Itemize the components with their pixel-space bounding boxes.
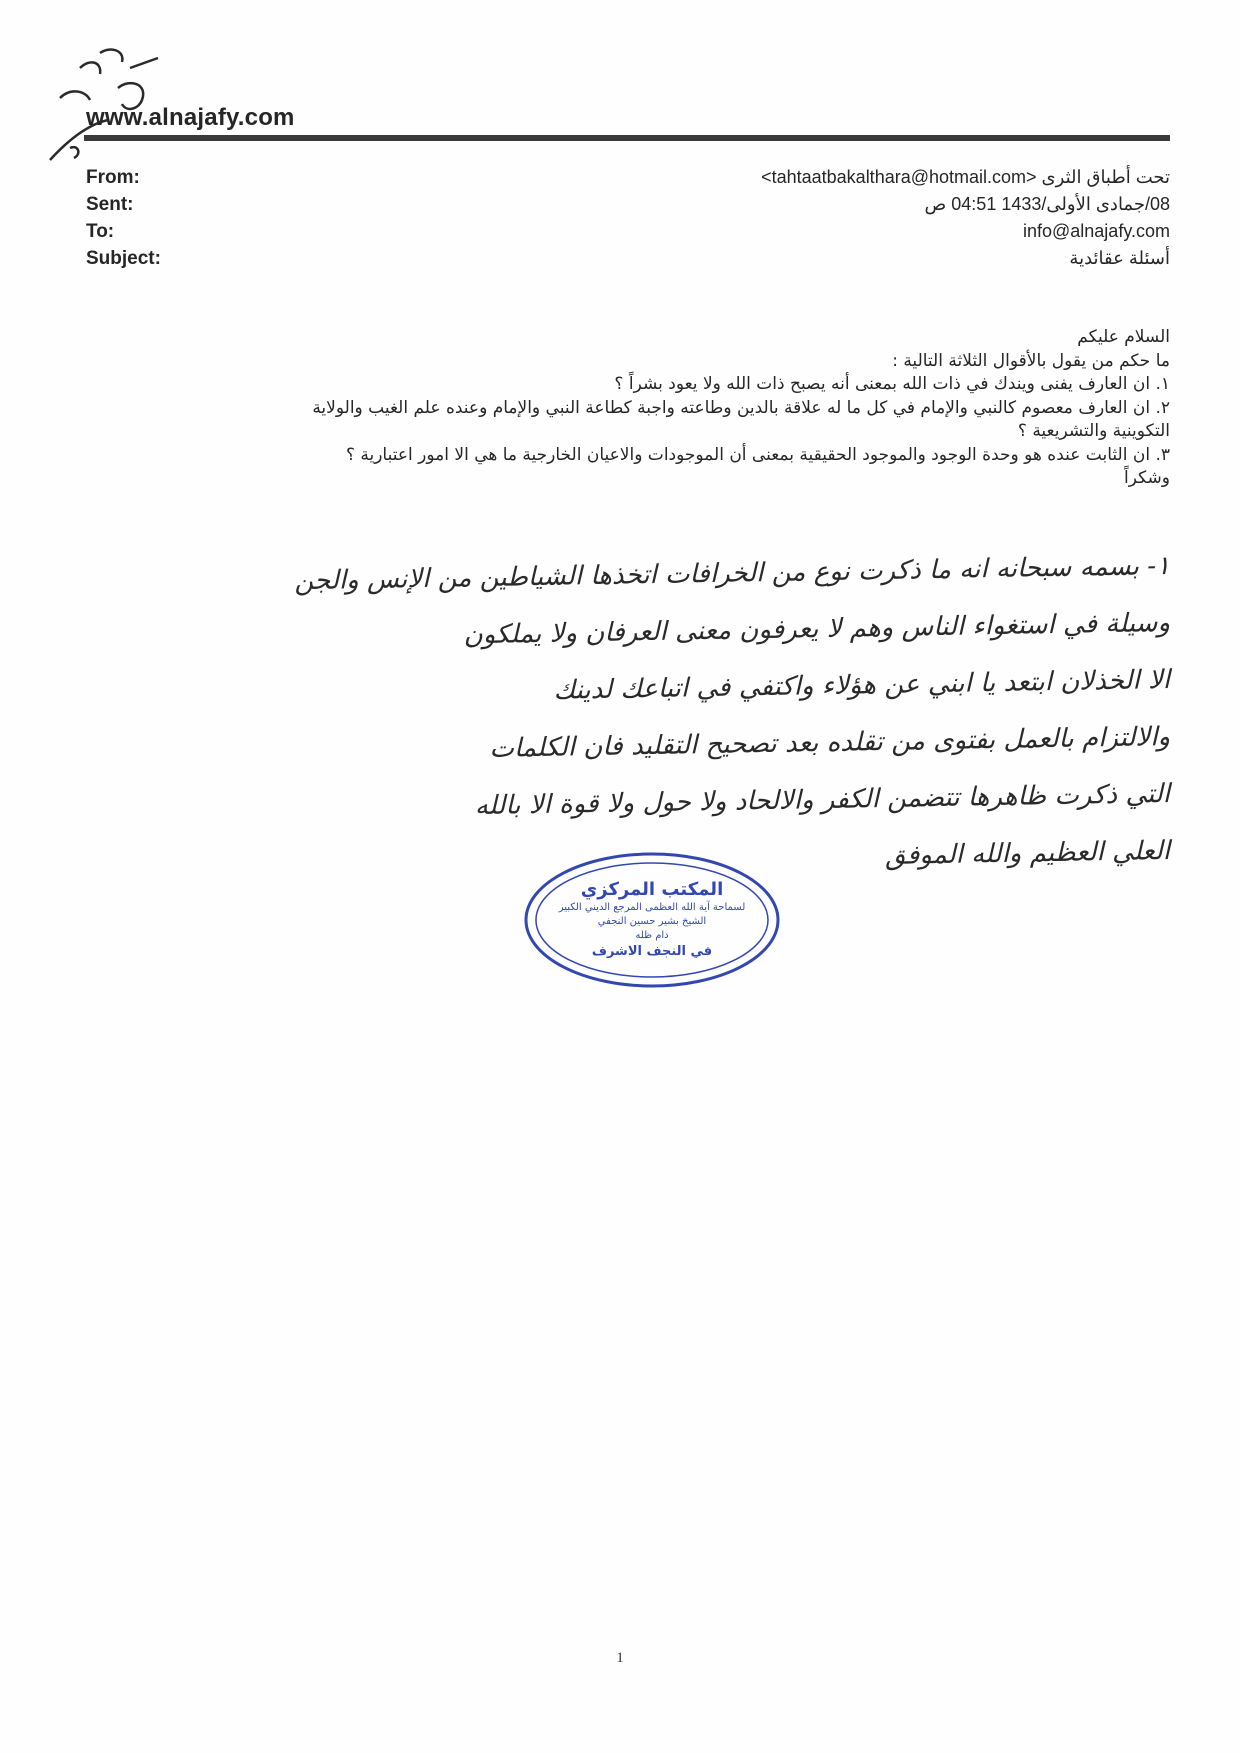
email-header-labels <box>86 164 161 272</box>
question-intro: ما حكم من يقول بالأقوال الثلاثة التالية : <box>892 350 1170 371</box>
subject-value: أسئلة عقائدية <box>1069 248 1170 268</box>
answer-line: وسيلة في استغواء الناس وهم لا يعرفون معنى العرفان ولا يملكون <box>463 608 1171 651</box>
page-number: 1 <box>616 1650 624 1666</box>
site-url: www.alnajafy.com <box>86 104 295 131</box>
sent-label: Sent: <box>86 194 134 215</box>
answer-line: الا الخذلان ابتعد يا ابني عن هؤلاء واكتفي في اتباعك لدينك <box>553 665 1171 706</box>
handwritten-margin-note <box>30 28 170 178</box>
to-label: To: <box>86 221 115 242</box>
greeting: السلام عليكم <box>1077 327 1170 347</box>
question-1: ١. ان العارف يفنى ويندك في ذات الله بمعنى أنه يصبح ذات الله ولا يعود بشراً ؟ <box>614 374 1170 394</box>
stamp-line: دام ظله <box>635 930 669 941</box>
answer-line: ١- بسمه سبحانه انه ما ذكرت نوع من الخرافات اتخذها الشياطين من الإنس والجن <box>294 551 1171 597</box>
handwritten-answer <box>160 538 1170 880</box>
subject-label: Subject: <box>86 248 161 269</box>
stamp-title: المكتب المركزي <box>580 879 724 900</box>
to-value: info@alnajafy.com <box>1022 221 1170 241</box>
stamp-line: لسماحة آية الله العظمى المرجع الديني الكبير <box>558 902 746 913</box>
stamp-place: في النجف الاشرف <box>591 944 713 959</box>
stamp-text <box>522 850 782 990</box>
answer-line: العلي العظيم والله الموفق <box>884 836 1171 871</box>
question-2-continued: التكوينية والتشريعية ؟ <box>1017 421 1170 441</box>
answer-line: التي ذكرت ظاهرها تتضمن الكفر والالحاد ولا حول ولا قوة الا بالله <box>474 779 1171 822</box>
header-rule <box>84 135 1170 141</box>
thanks: وشكراً <box>1124 468 1170 488</box>
stamp-line: الشيخ بشير حسين النجفي <box>597 916 707 927</box>
email-header-values <box>530 164 1170 272</box>
sent-value: 08/جمادى الأولى/1433 04:51 ص <box>924 194 1170 214</box>
answer-line: والالتزام بالعمل بفتوى من تقلده بعد تصحيح التقليد فان الكلمات <box>489 722 1171 764</box>
from-label: From: <box>86 167 140 188</box>
office-stamp <box>522 850 782 990</box>
from-value: تحت أطباق الثرى <tahtaatbakalthara@hotmail.com> <box>761 167 1170 187</box>
email-body <box>110 326 1170 491</box>
question-3: ٣. ان الثابت عنده هو وحدة الوجود والموجود الحقيقية بمعنى أن الموجودات والاعيان الخارجية ما هي الا امور اعتبارية ؟ <box>345 444 1170 465</box>
question-2: ٢. ان العارف معصوم كالنبي والإمام في كل ما له علاقة بالدين وطاعته واجبة كطاعة النبي والإمام وعنده علم الغيب والولاية <box>312 397 1170 418</box>
